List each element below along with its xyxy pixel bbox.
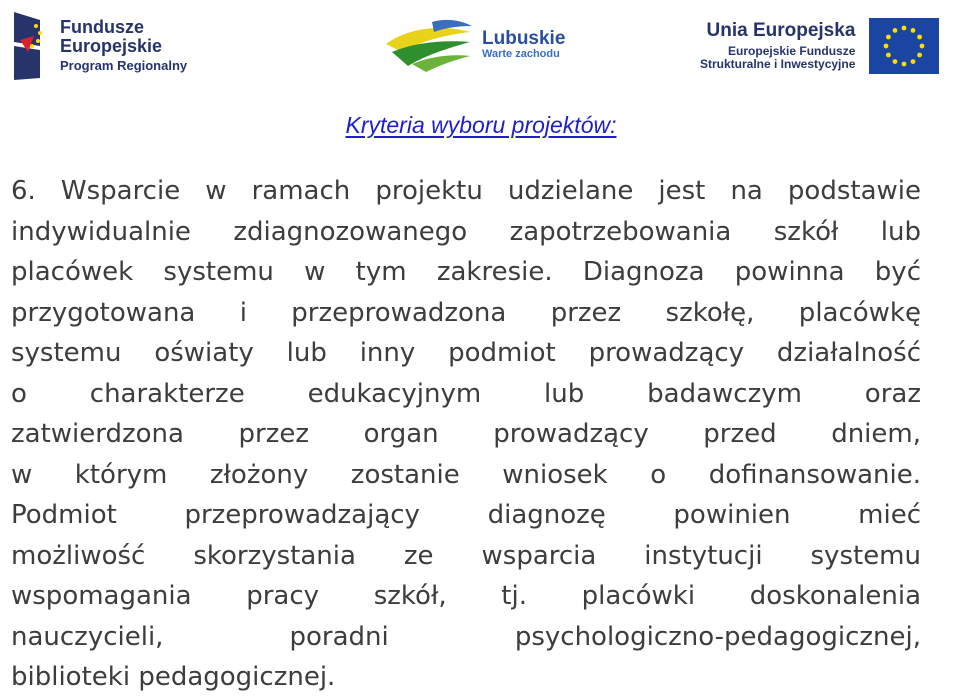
eu-line-2: Europejskie Fundusze	[728, 43, 856, 58]
fundusze-line-3: Program Regionalny	[60, 57, 188, 73]
lubuskie-mark-icon	[382, 14, 474, 76]
fundusze-europejskie-text	[60, 18, 187, 72]
heading-text: Kryteria wyboru projektów:	[345, 112, 617, 138]
paragraph-line: możliwość skorzystania ze wsparcia instytucji systemu	[11, 540, 921, 571]
paragraph-line: przygotowana i przeprowadzona przez szkołę, placówkę	[11, 297, 921, 328]
lubuskie-text	[482, 29, 565, 60]
paragraph-line: indywidualnie zdiagnozowanego zapotrzebowania szkół lub	[11, 216, 921, 247]
lubuskie-name: Lubuskie	[482, 28, 566, 50]
unia-europejska-logo	[700, 10, 939, 82]
page-heading	[0, 112, 960, 139]
fundusze-europejskie-mark-icon	[10, 6, 50, 84]
paragraph-line: Podmiot przeprowadzający diagnozę powinien mieć	[11, 500, 921, 530]
paragraph-line: biblioteki pedagogicznej.	[11, 662, 336, 692]
eu-flag-icon	[869, 18, 939, 74]
logo-bar	[0, 0, 960, 100]
fundusze-line-1: Fundusze	[60, 16, 144, 37]
paragraph-line: zatwierdzona przez organ prowadzący przed dniem,	[11, 419, 921, 449]
fundusze-europejskie-logo	[10, 6, 187, 84]
criteria-paragraph	[11, 171, 921, 698]
unia-europejska-text	[700, 20, 855, 71]
paragraph-line: o charakterze edukacyjnym lub badawczym oraz	[11, 378, 921, 409]
paragraph-line: wspomagania pracy szkół, tj. placówki doskonalenia	[11, 581, 921, 611]
lubuskie-tagline: Warte zachodu	[482, 48, 560, 61]
fundusze-line-2: Europejskie	[60, 35, 163, 56]
eu-line-3: Strukturalne i Inwestycyjne	[700, 57, 856, 72]
paragraph-line: w którym złożony zostanie wniosek o dofinansowanie.	[11, 459, 921, 490]
lubuskie-logo	[382, 14, 565, 76]
paragraph-line: placówek systemu w tym zakresie. Diagnoza powinna być	[11, 257, 921, 287]
eu-line-1: Unia Europejska	[706, 20, 856, 42]
paragraph-line: nauczycieli, poradni psychologiczno-pedagogicznej,	[11, 621, 921, 652]
paragraph-line: 6. Wsparcie w ramach projektu udzielane jest na podstawie	[11, 176, 921, 206]
paragraph-line: systemu oświaty lub inny podmiot prowadzący działalność	[11, 338, 921, 368]
